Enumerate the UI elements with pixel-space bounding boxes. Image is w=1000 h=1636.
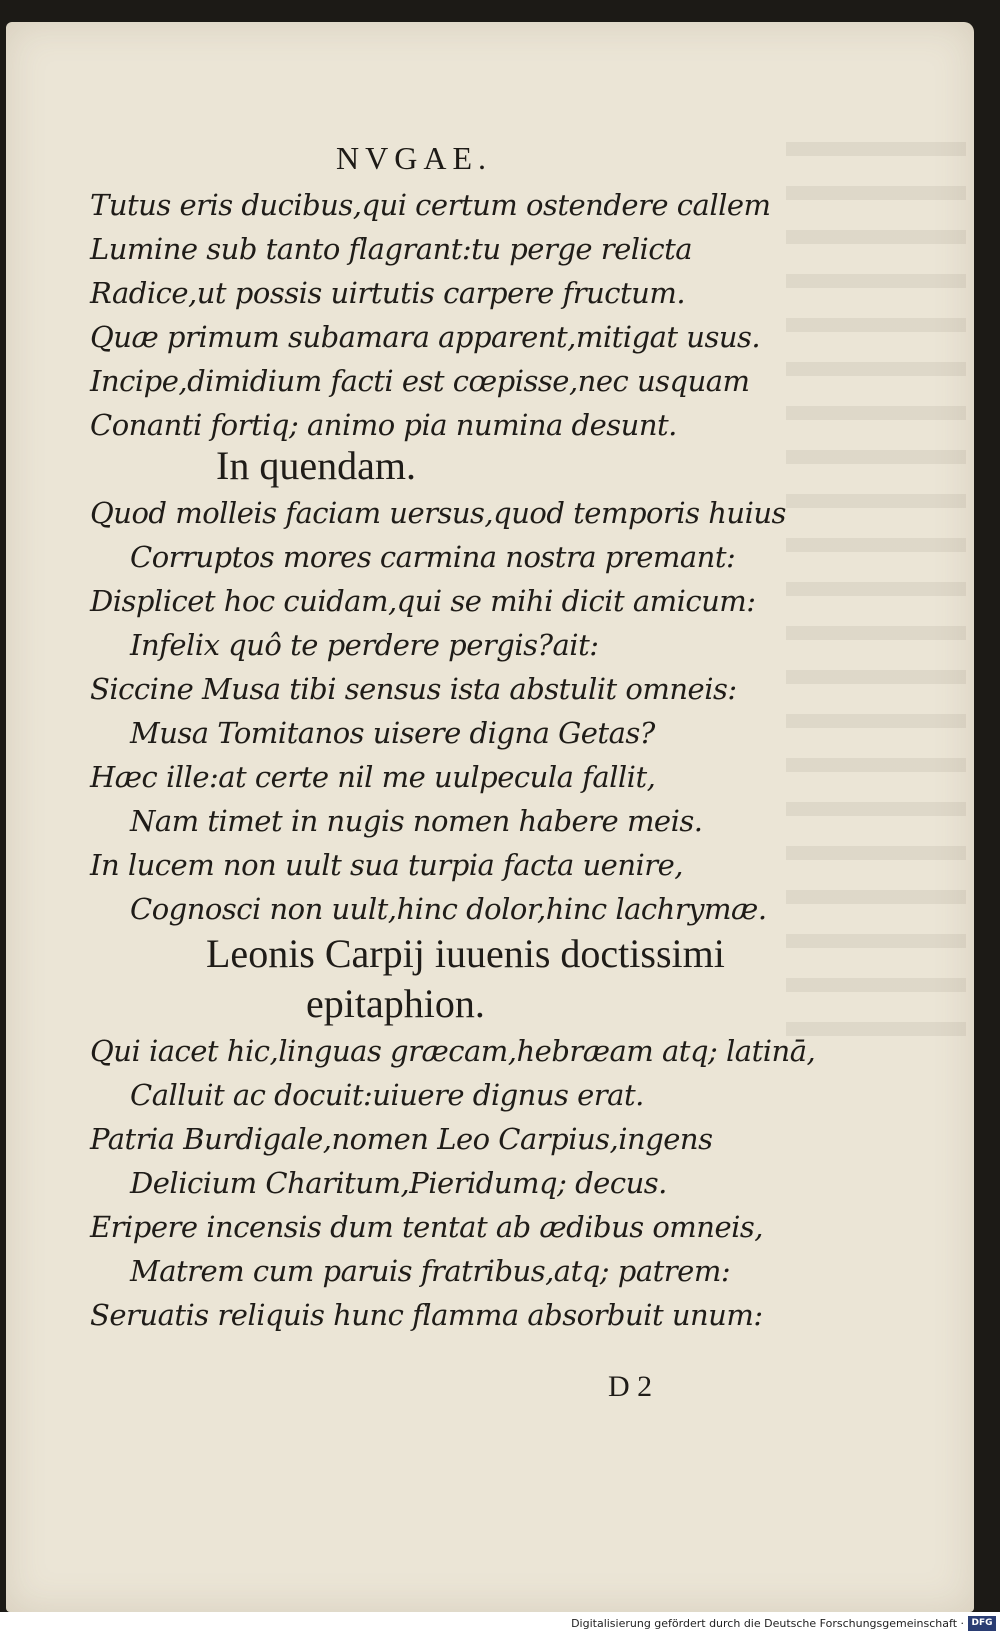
verse-line: Conanti fortiq; animo pia numina desunt. bbox=[90, 408, 677, 442]
verse-line: Patria Burdigale,nomen Leo Carpius,ingens bbox=[90, 1122, 713, 1156]
verse-line: Quod molleis faciam uersus,quod temporis huius bbox=[90, 496, 786, 530]
verse-line: Nam timet in nugis nomen habere meis. bbox=[130, 804, 703, 838]
digitization-footer bbox=[0, 1612, 1000, 1636]
verse-line: Qui iacet hic,linguas græcam,hebræam atq; latinā, bbox=[90, 1034, 816, 1068]
verse-line: Seruatis reliquis hunc flamma absorbuit unum: bbox=[90, 1298, 763, 1332]
poem-title: In quendam. bbox=[216, 443, 416, 488]
verse-line: Matrem cum paruis fratribus,atq; patrem: bbox=[130, 1254, 731, 1288]
epitaph-title: Leonis Carpij iuuenis doctissimi bbox=[206, 931, 725, 976]
funding-credit: Digitalisierung gefördert durch die Deutsche Forschungsgemeinschaft · bbox=[571, 1617, 964, 1630]
verse-line: Musa Tomitanos uisere digna Getas? bbox=[130, 716, 655, 750]
verse-line: Tutus eris ducibus,qui certum ostendere callem bbox=[90, 188, 771, 222]
verse-line: Corruptos mores carmina nostra premant: bbox=[130, 540, 736, 574]
verse-line: Cognosci non uult,hinc dolor,hinc lachrymæ. bbox=[130, 892, 767, 926]
verse-line: Quæ primum subamara apparent,mitigat usus. bbox=[90, 320, 761, 354]
verse-line: Delicium Charitum,Pieridumq; decus. bbox=[130, 1166, 667, 1200]
verse-line: Displicet hoc cuidam,qui se mihi dicit amicum: bbox=[90, 584, 756, 618]
verse-line: Lumine sub tanto flagrant:tu perge relicta bbox=[90, 232, 693, 266]
verse-line: Calluit ac docuit:uiuere dignus erat. bbox=[130, 1078, 644, 1112]
signature-mark: D 2 bbox=[608, 1370, 653, 1403]
book-page bbox=[6, 22, 974, 1612]
running-head: NVGAE. bbox=[336, 140, 492, 176]
verse-line: In lucem non uult sua turpia facta uenire, bbox=[90, 848, 684, 882]
dfg-logo-icon: DFG bbox=[968, 1616, 996, 1631]
verse-line: Eripere incensis dum tentat ab ædibus omneis, bbox=[90, 1210, 764, 1244]
show-through-text bbox=[786, 142, 966, 1042]
verse-line: Hæc ille:at certe nil me uulpecula fallit, bbox=[90, 760, 656, 794]
verse-line: Incipe,dimidium facti est cœpisse,nec usquam bbox=[90, 364, 750, 398]
verse-line: Infelix quô te perdere pergis?ait: bbox=[130, 628, 599, 662]
verse-line: Radice,ut possis uirtutis carpere fructum. bbox=[90, 276, 686, 310]
epitaph-title-cont: epitaphion. bbox=[306, 981, 485, 1026]
verse-line: Siccine Musa tibi sensus ista abstulit omneis: bbox=[90, 672, 737, 706]
